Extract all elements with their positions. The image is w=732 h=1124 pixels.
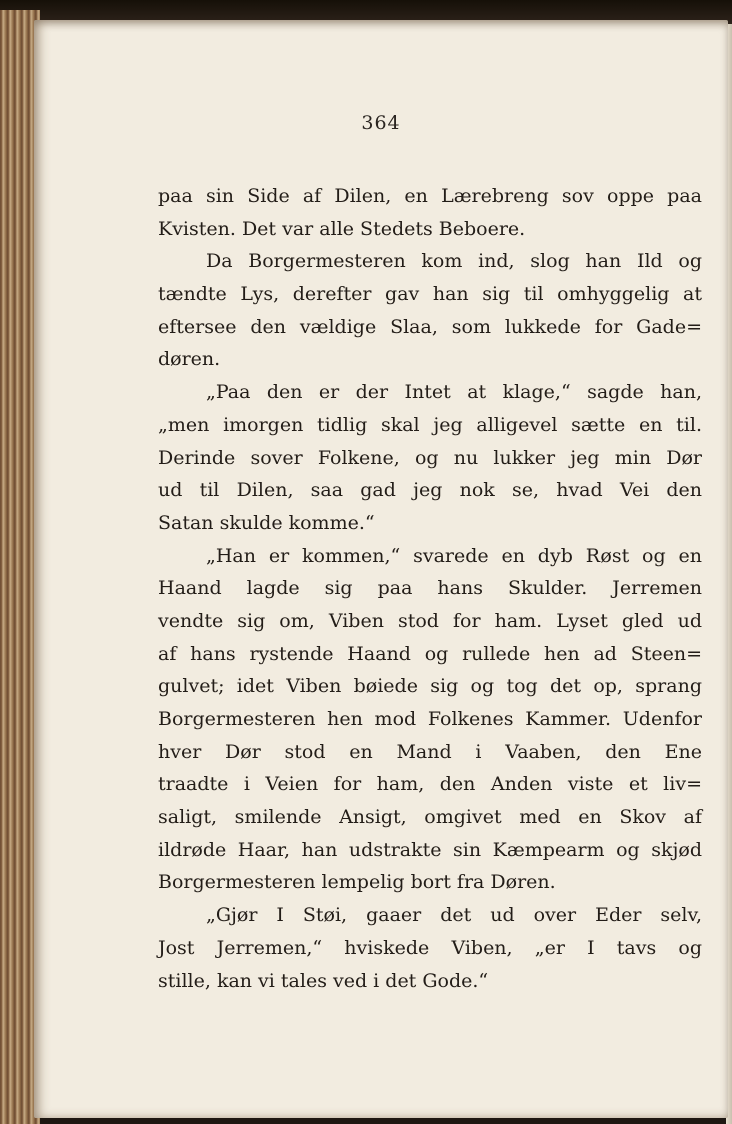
book-page (34, 20, 728, 1118)
text-line: „men imorgen tidlig skal jeg alligevel sætte en til. (158, 413, 702, 436)
text-line: døren. (158, 348, 221, 371)
text-line: Satan skulde komme.“ (158, 511, 375, 534)
text-line: Borgermesteren hen mod Folkenes Kammer. Udenfor (158, 708, 702, 730)
text-line: Da Borgermesteren kom ind, slog han Ild og (206, 250, 702, 273)
text-line: vendte sig om, Viben stod for ham. Lyset gled ud (158, 609, 702, 632)
text-line: Borgermesteren lempelig bort fra Døren. (158, 871, 556, 894)
text-line: saligt, smilende Ansigt, omgivet med en Skov af (158, 806, 702, 829)
text-line: eftersee den vældige Slaa, som lukkede for Gade= (158, 315, 702, 338)
text-line: ildrøde Haar, han udstrakte sin Kæmpearm og skjød (158, 838, 702, 861)
text-line: „Gjør I Støi, gaaer det ud over Eder selv, (206, 904, 702, 927)
text-line: stille, kan vi tales ved i det Gode.“ (158, 969, 489, 992)
text-line: „Han er kommen,“ svarede en dyb Røst og en (206, 544, 702, 567)
text-line: „Paa den er der Intet at klage,“ sagde han, (206, 381, 702, 404)
text-line: tændte Lys, derefter gav han sig til omhyggelig at (158, 283, 702, 306)
page-number: 364 (361, 112, 401, 134)
text-line: paa sin Side af Dilen, en Lærebreng sov oppe paa (158, 185, 702, 207)
text-line: ud til Dilen, saa gad jeg nok se, hvad Vei den (158, 479, 702, 502)
text-line: af hans rystende Haand og rullede hen ad Steen= (158, 642, 702, 665)
text-line: Kvisten. Det var alle Stedets Beboere. (158, 217, 526, 240)
text-line: traadte i Veien for ham, den Anden viste et liv= (158, 773, 702, 796)
text-line: hver Dør stod en Mand i Vaaben, den Ene (158, 740, 702, 763)
text-line: Derinde sover Folkene, og nu lukker jeg min Dør (158, 446, 702, 469)
page-text (158, 180, 702, 997)
text-line: gulvet; idet Viben bøiede sig og tog det op, sprang (158, 675, 702, 698)
text-line: Haand lagde sig paa hans Skulder. Jerremen (158, 577, 702, 600)
text-line: Jost Jerremen,“ hviskede Viben, „er I tavs og (158, 936, 702, 959)
